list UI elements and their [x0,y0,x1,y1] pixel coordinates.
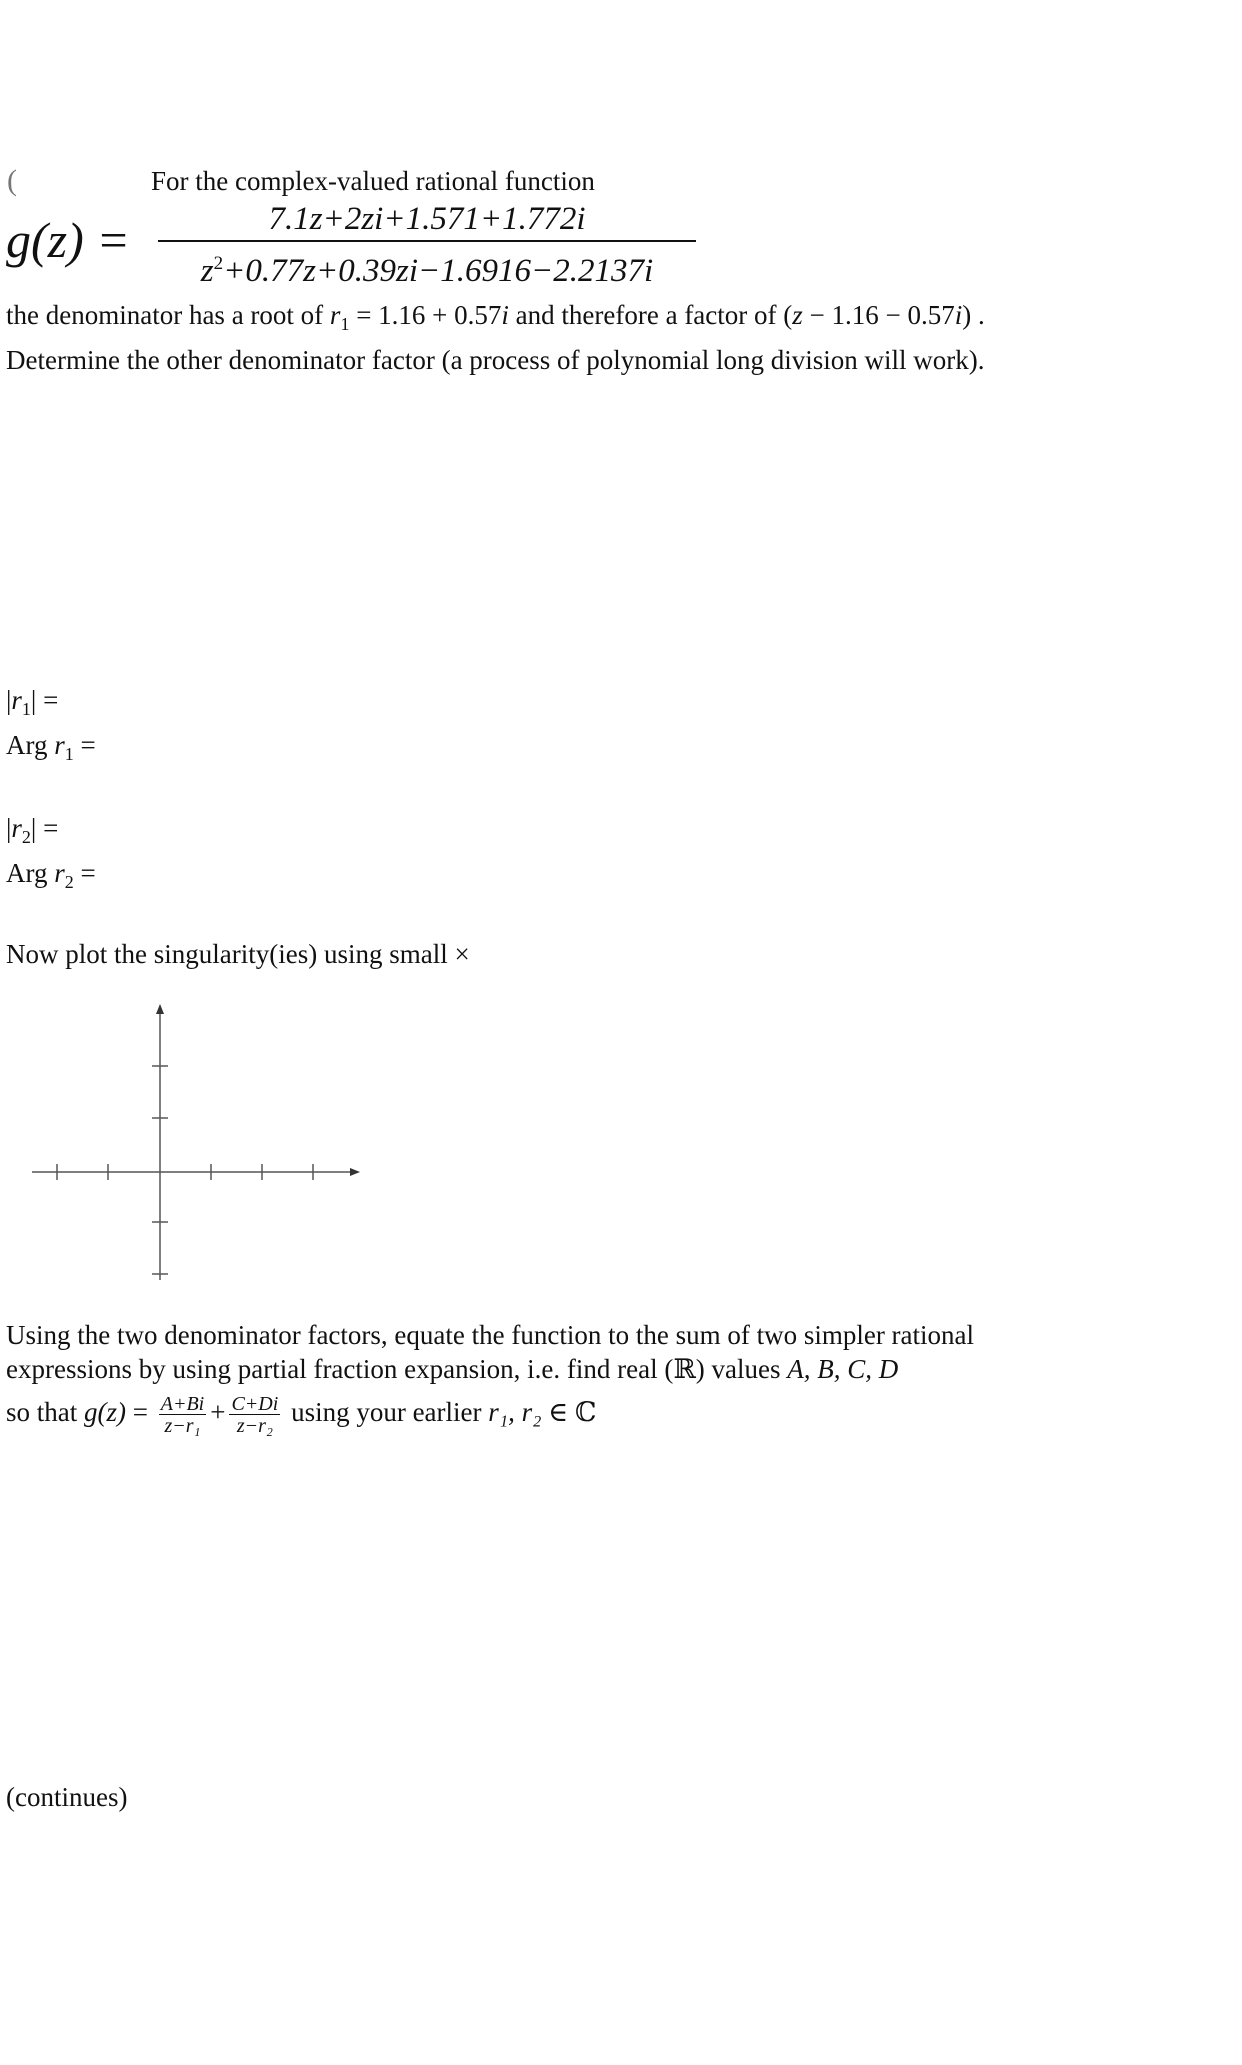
intro-text: For the complex-valued rational function [151,166,595,196]
instruction-text: Determine the other denominator factor (a process of polynomial long division will work). [6,345,985,375]
function-numerator: 7.1z+2zi+1.571+1.772i [268,201,586,237]
function-denominator: $z^2+0.77z+0.39zi-1.6916-2.2137i$ [200,253,654,289]
abs-r1-prompt: $|r_1|$ = [6,685,59,719]
partial-fraction-line2: expressions by using partial fraction expansion, i.e. find real (ℝ) values A, B, C, D [6,1354,899,1384]
fraction-a-bi: $\frac{A+Bi}{\text{z−r₁}}$ [160,1393,205,1437]
fraction-bar [158,240,696,242]
abs-r2-prompt: $|r_2|$ = [6,813,59,847]
imaginary-axis-arrow [156,1004,164,1014]
partial-fraction-line1: Using the two denominator factors, equate the function to the sum of two simpler rational [6,1320,975,1350]
plot-instruction: Now plot the singularity(ies) using small × [6,939,470,969]
real-axis-arrow [350,1168,360,1176]
root-statement: the denominator has a root of $r_1 = 1.16 + 0.57i$ and therefore a factor of (z − 1.16 − 0.57i) . [6,300,985,334]
open-paren: ( [7,164,17,197]
arg-r2-prompt: Arg $r_2$ = [6,858,96,892]
arg-r1-prompt: Arg $r_1$ = [6,730,96,764]
fraction-c-di: $\frac{C+Di}{\text{z−r₂}}$ [231,1393,279,1437]
complex-plane-axes[interactable] [30,990,370,1290]
function-fraction [158,200,696,290]
continues-label: (continues) [6,1782,128,1812]
partial-fraction-formula: so that g(z) = $\frac{A+Bi}{\text{z−r₁}}$ + $\frac{C+Di}{\text{z−r₂}}$ using your earlier r₁, r₂ ∈ ℂ [6,1393,597,1437]
function-lhs: g(z) = [6,212,130,268]
